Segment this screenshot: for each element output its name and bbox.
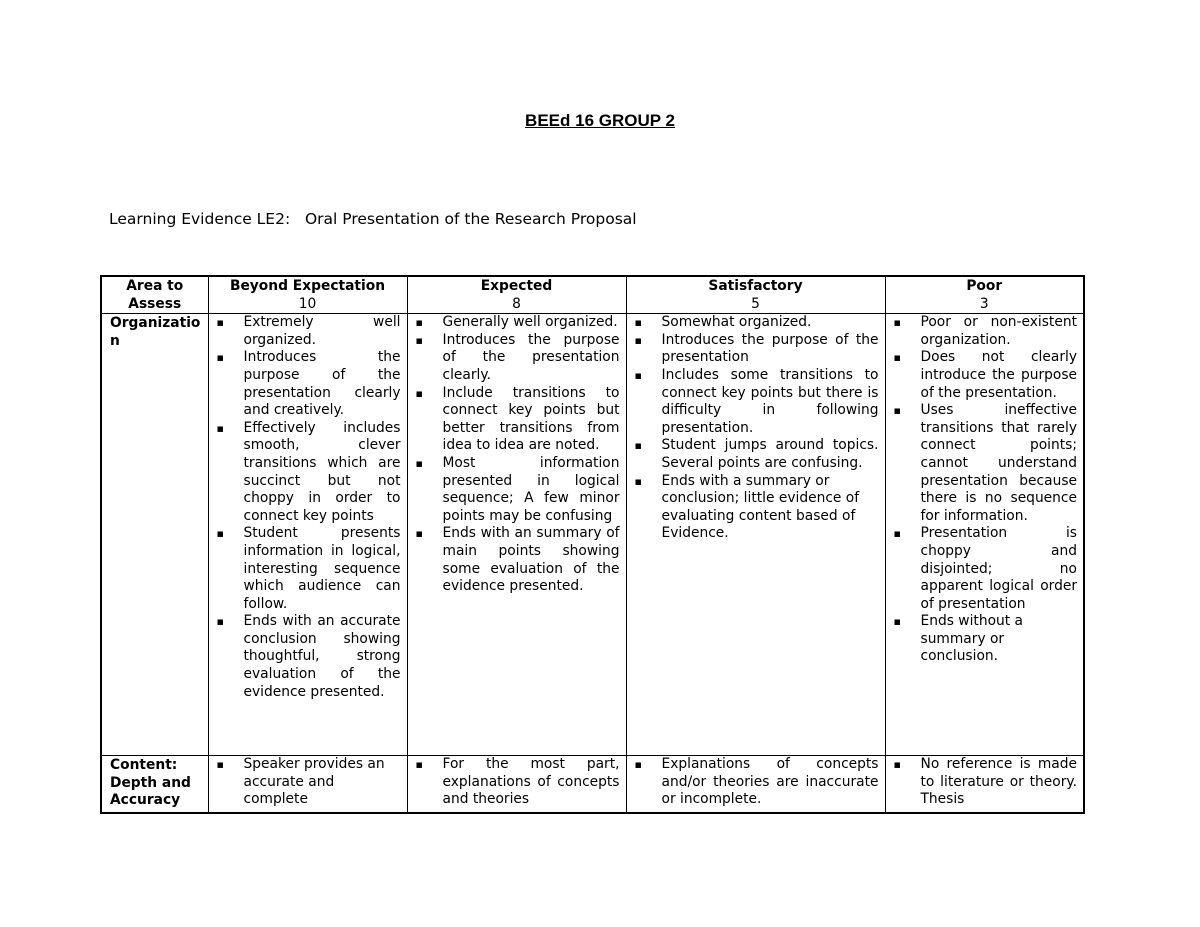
- criterion-item: ▪ Student presents information in logical, interesting sequence which audience can follow.: [209, 525, 407, 613]
- document-title: BEEd 16 GROUP 2: [525, 111, 675, 130]
- criterion-item: ▪ Somewhat organized.: [627, 314, 885, 332]
- criterion-item: ▪ For the most part, explanations of concepts and theories: [408, 756, 626, 809]
- header-row: [101, 276, 1084, 314]
- cell-poor: [885, 314, 1084, 756]
- criterion-item: ▪ Ends with a summary or conclusion; little evidence of evaluating content based of Evidence.: [627, 473, 885, 543]
- criterion-item: ▪ Presentation is choppy and disjointed; no apparent logical order of presentation: [886, 525, 1084, 613]
- header-beyond-expectation: Beyond Expectation 10: [208, 276, 407, 314]
- row-organization: [101, 314, 1084, 756]
- header-satisfactory: Satisfactory 5: [626, 276, 885, 314]
- criterion-item: ▪ Most information presented in logical sequence; A few minor points may be confusing: [408, 455, 626, 525]
- criterion-item: ▪ Include transitions to connect key points but better transitions from idea to idea are noted.: [408, 385, 626, 455]
- criterion-item: ▪ Does not clearly introduce the purpose of the presentation.: [886, 349, 1084, 402]
- criterion-item: ▪ Introduces the purpose of the presentation clearly and creatively.: [209, 349, 407, 419]
- cell-satisfactory: [626, 314, 885, 756]
- criterion-item: ▪ Uses ineffective transitions that rarely connect points; cannot understand presentation because there is no sequence for information.: [886, 402, 1084, 525]
- cell-poor: [885, 756, 1084, 813]
- criterion-item: ▪ Student jumps around topics. Several points are confusing.: [627, 437, 885, 472]
- header-poor: Poor 3: [885, 276, 1084, 314]
- criterion-item: ▪ Speaker provides an accurate and complete: [209, 756, 407, 809]
- criterion-item: ▪ Effectively includes smooth, clever transitions which are succinct but not choppy in order to connect key points: [209, 420, 407, 526]
- cell-expected: [407, 756, 626, 813]
- criterion-item: ▪ Ends without a summary or conclusion.: [886, 613, 1084, 666]
- criterion-item: ▪ Explanations of concepts and/or theories are inaccurate or incomplete.: [627, 756, 885, 809]
- criterion-item: ▪ Ends with an summary of main points showing some evaluation of the evidence presented.: [408, 525, 626, 595]
- rubric-table: [100, 275, 1085, 814]
- criterion-item: ▪ Poor or non-existent organization.: [886, 314, 1084, 349]
- cell-beyond-expectation: [208, 314, 407, 756]
- criterion-item: ▪ No reference is made to literature or theory. Thesis: [886, 756, 1084, 809]
- row-content-depth-accuracy: [101, 756, 1084, 813]
- criterion-item: ▪ Introduces the purpose of the presentation: [627, 332, 885, 367]
- cell-beyond-expectation: [208, 756, 407, 813]
- criterion-item: ▪ Includes some transitions to connect key points but there is difficulty in following presentation.: [627, 367, 885, 437]
- cell-satisfactory: [626, 756, 885, 813]
- area-cell: Content: Depth and Accuracy: [101, 756, 208, 813]
- header-area: Area to Assess: [101, 276, 208, 314]
- criterion-item: ▪ Generally well organized.: [408, 314, 626, 332]
- cell-expected: [407, 314, 626, 756]
- document-subtitle: Learning Evidence LE2: Oral Presentation of the Research Proposal: [109, 210, 637, 228]
- area-cell: Organization: [101, 314, 208, 756]
- criterion-item: ▪ Extremely well organized.: [209, 314, 407, 349]
- header-expected: Expected 8: [407, 276, 626, 314]
- criterion-item: ▪ Introduces the purpose of the presentation clearly.: [408, 332, 626, 385]
- criterion-item: ▪ Ends with an accurate conclusion showing thoughtful, strong evaluation of the evidence presented.: [209, 613, 407, 701]
